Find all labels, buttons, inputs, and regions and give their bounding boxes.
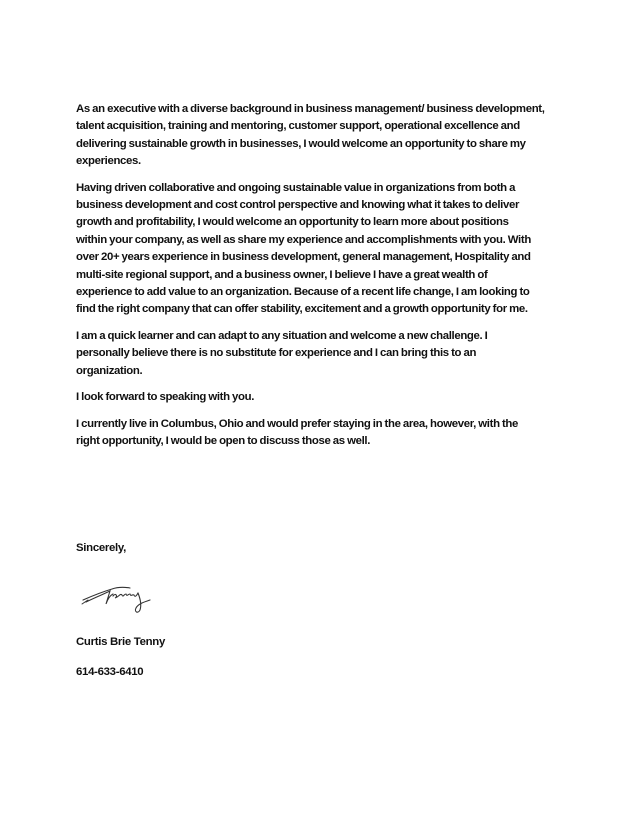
paragraph-look-forward [76, 389, 576, 406]
paragraph-line: talent acquisition, training and mentoring, customer support, operational excellence and [76, 120, 520, 133]
paragraph-line: business development and cost control perspective and knowing what it takes to deliver [76, 199, 520, 212]
paragraph-learner [76, 328, 576, 380]
paragraph-line: experiences. [76, 155, 141, 168]
paragraph-line: As an executive with a diverse background in business management/ business development, [76, 103, 545, 115]
signer-name: Curtis Brie Tenny [76, 636, 165, 648]
paragraph-line: growth and profitability, I would welcome an opportunity to learn more about positions [76, 216, 509, 229]
paragraph-location [76, 416, 576, 451]
paragraph-line: I currently live in Columbus, Ohio and would prefer staying in the area, however, with the [76, 417, 519, 430]
paragraph-experience [76, 180, 576, 319]
paragraph-line: multi-site regional support, and a business owner, I believe I have a great wealth of [76, 268, 488, 281]
paragraph-line: within your company, as well as share my experience and accomplishments with you. With [76, 233, 531, 246]
paragraph-intro [76, 101, 576, 171]
paragraph-line: experience to add value to an organization. Because of a recent life change, I am looking to [76, 286, 530, 299]
paragraph-line: delivering sustainable growth in businesses, I would welcome an opportunity to share my [76, 137, 526, 150]
paragraph-line: find the right company that can offer stability, excitement and a growth opportunity for me. [76, 303, 528, 316]
signer-phone: 614-633-6410 [76, 666, 144, 678]
paragraph-line: personally believe there is no substitute for experience and I can bring this to an [76, 347, 477, 360]
paragraph-line: over 20+ years experience in business development, general management, Hospitality and [76, 251, 531, 264]
paragraph-line: Having driven collaborative and ongoing sustainable value in organizations from both a [76, 181, 516, 194]
letter-body [76, 101, 576, 459]
paragraph-line: organization. [76, 364, 143, 377]
paragraph-line: right opportunity, I would be open to discuss those as well. [76, 434, 371, 447]
paragraph-line: I look forward to speaking with you. [76, 391, 255, 404]
handwritten-signature [80, 578, 160, 618]
closing-salutation: Sincerely, [76, 542, 126, 554]
paragraph-line: I am a quick learner and can adapt to any situation and welcome a new challenge. I [76, 329, 488, 342]
